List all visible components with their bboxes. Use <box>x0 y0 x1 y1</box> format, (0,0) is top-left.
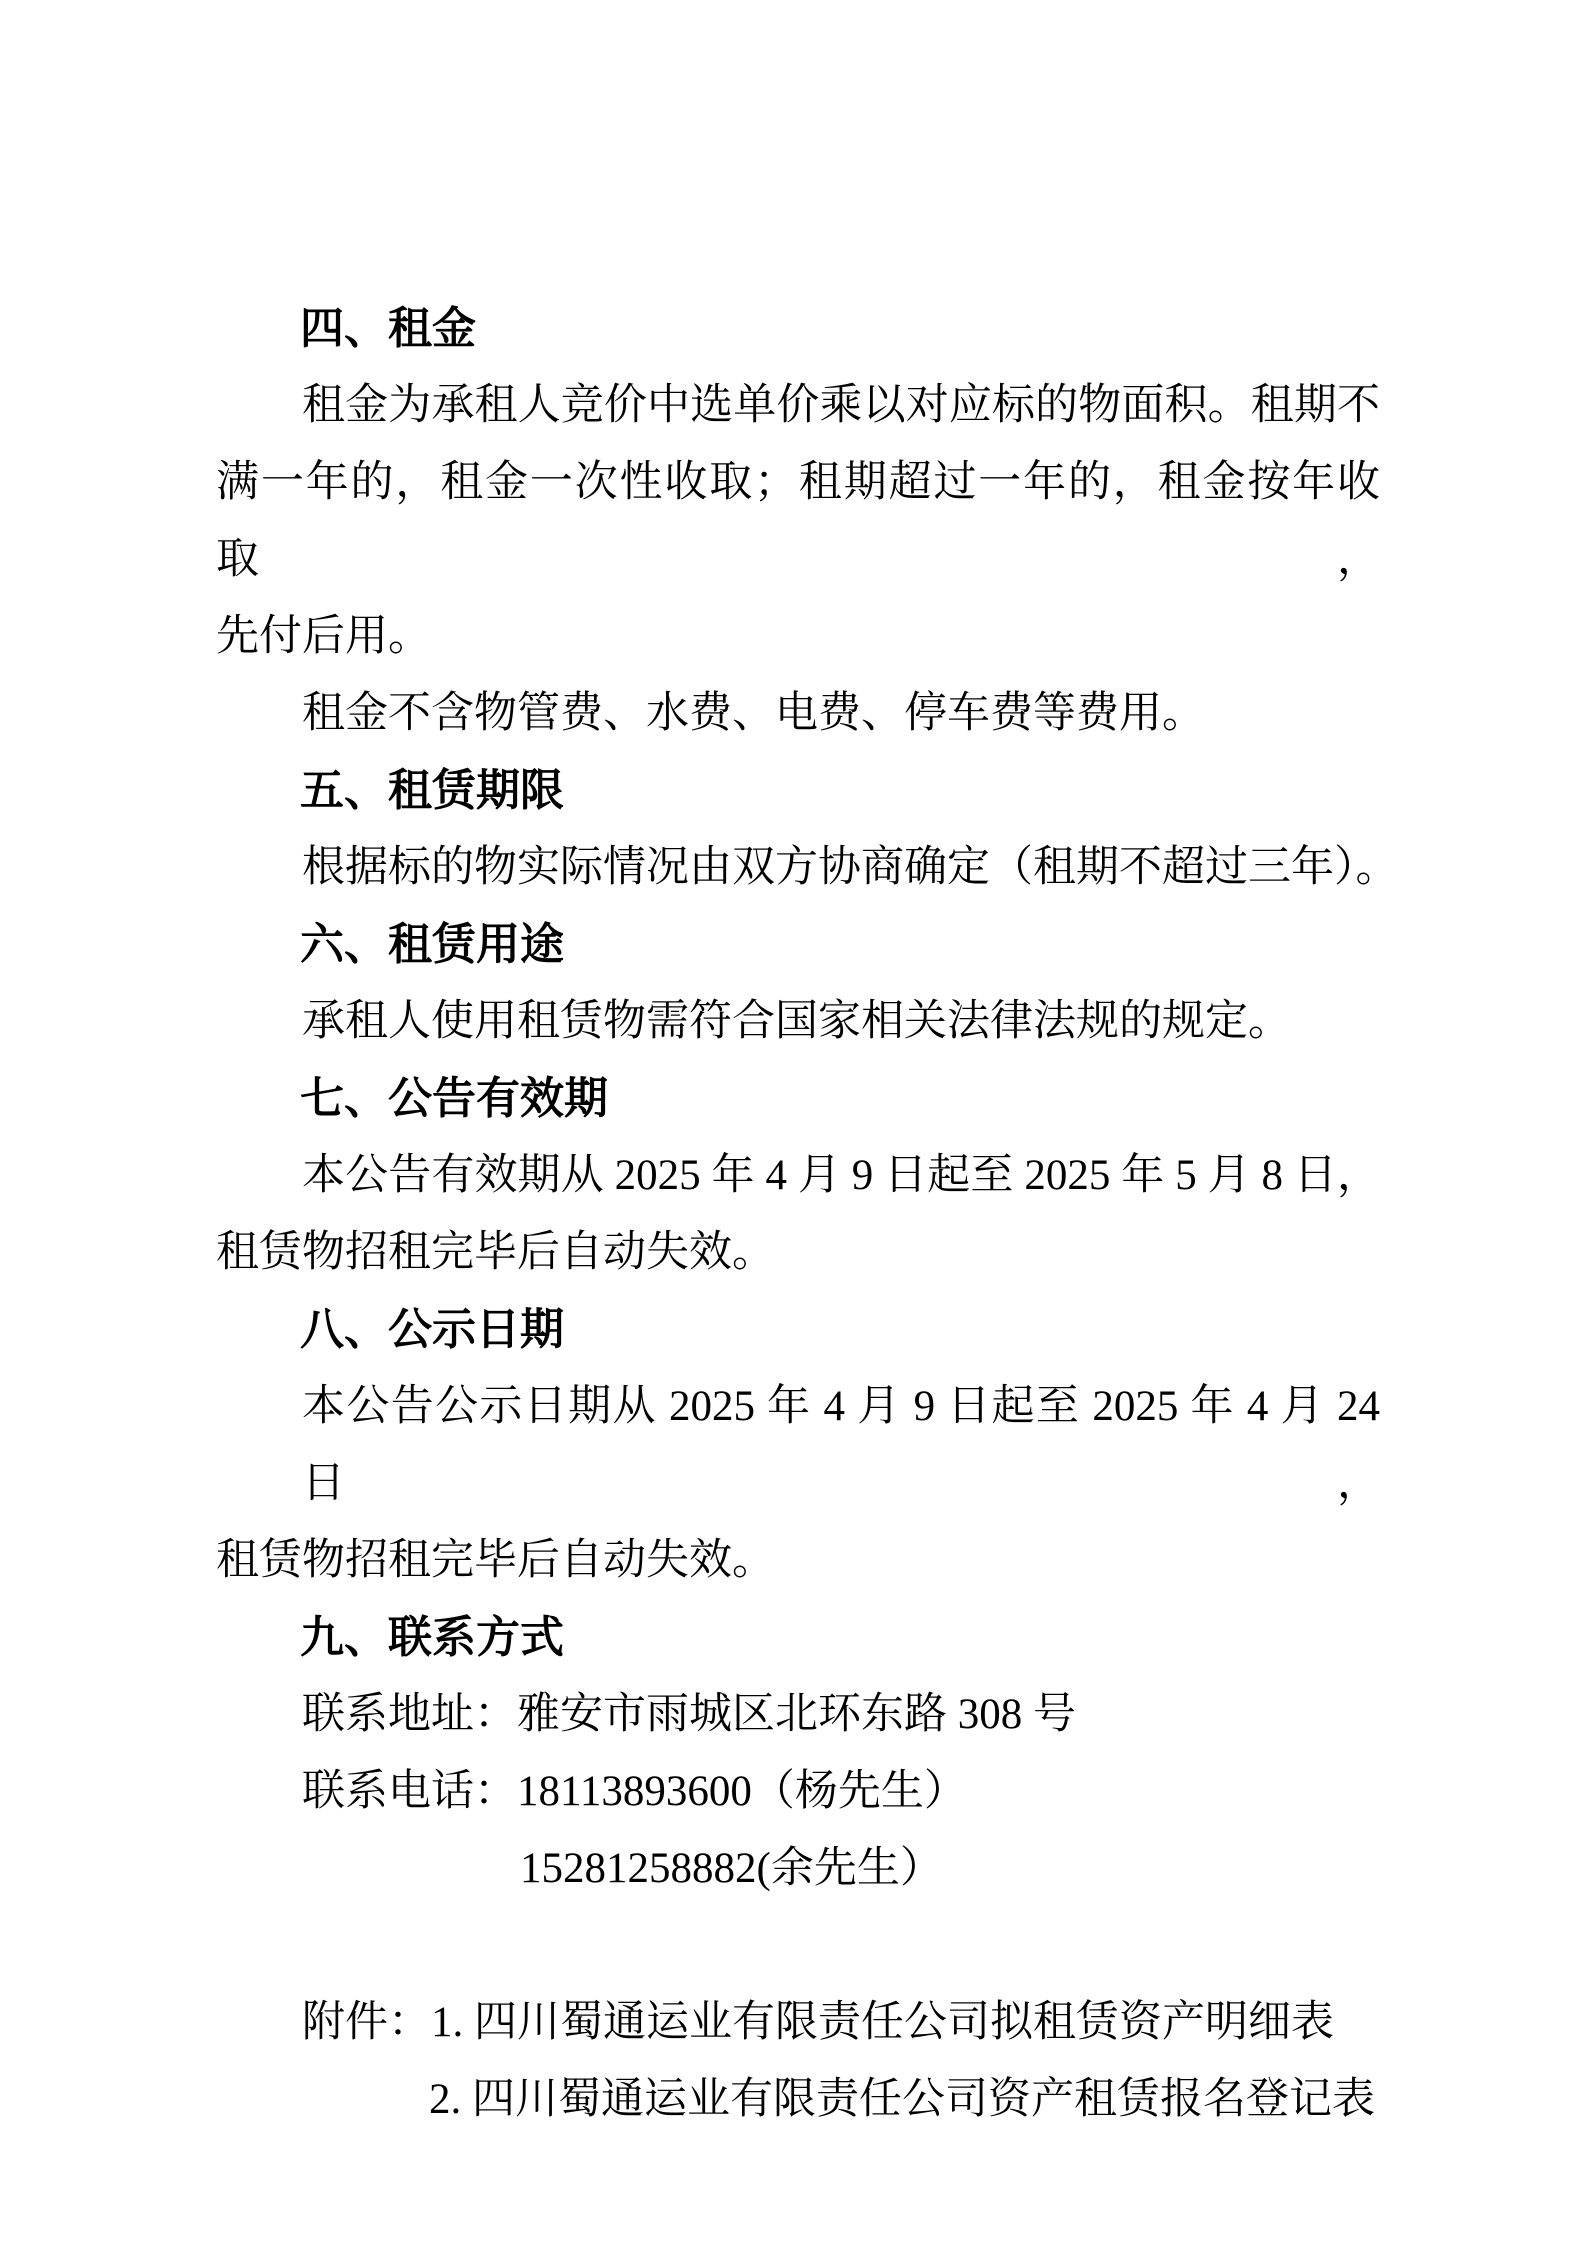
section-5-heading: 五、租赁期限 <box>300 766 564 815</box>
section-7-paragraph-line: 租赁物招租完毕后自动失效。 <box>216 1229 775 1276</box>
attachment-line-1: 附件：1. 四川蜀通运业有限责任公司拟租赁资产明细表 <box>302 1999 1334 2046</box>
section-8-paragraph-line: 租赁物招租完毕后自动失效。 <box>216 1537 775 1584</box>
attachment-line-2: 2. 四川蜀通运业有限责任公司资产租赁报名登记表 <box>429 2076 1375 2123</box>
section-5-paragraph-line: 根据标的物实际情况由双方协商确定（租期不超过三年）。 <box>302 844 1399 891</box>
contact-phone-line-2: 15281258882(余先生） <box>520 1845 943 1892</box>
section-4-paragraph-line: 租金不含物管费、水费、电费、停车费等费用。 <box>302 690 1205 737</box>
section-6-paragraph-line: 承租人使用租赁物需符合国家相关法律法规的规定。 <box>302 998 1291 1045</box>
blank-line-spacer <box>216 1907 1380 1984</box>
section-4-heading: 四、租金 <box>300 304 476 353</box>
section-4-paragraph-line: 满一年的，租金一次性收取；租期超过一年的，租金按年收取， <box>216 459 1380 583</box>
section-4-paragraph-line: 先付后用。 <box>216 613 431 660</box>
section-6-heading: 六、租赁用途 <box>300 920 564 969</box>
section-8-heading: 八、公示日期 <box>300 1305 564 1354</box>
section-9-heading: 九、联系方式 <box>300 1613 564 1662</box>
contact-phone-line-1: 联系电话：18113893600（杨先生） <box>302 1768 967 1815</box>
section-7-paragraph-line: 本公告有效期从 2025 年 4 月 9 日起至 2025 年 5 月 8 日， <box>302 1152 1380 1199</box>
section-7-heading: 七、公告有效期 <box>300 1074 608 1123</box>
document-body <box>216 290 1399 2138</box>
section-4-paragraph-line: 租金为承租人竞价中选单价乘以对应标的物面积。租期不 <box>302 382 1380 429</box>
section-8-paragraph-line: 本公告公示日期从 2025 年 4 月 9 日起至 2025 年 4 月 24 日， <box>302 1383 1380 1507</box>
contact-address-line: 联系地址：雅安市雨城区北环东路 308 号 <box>302 1691 1076 1738</box>
